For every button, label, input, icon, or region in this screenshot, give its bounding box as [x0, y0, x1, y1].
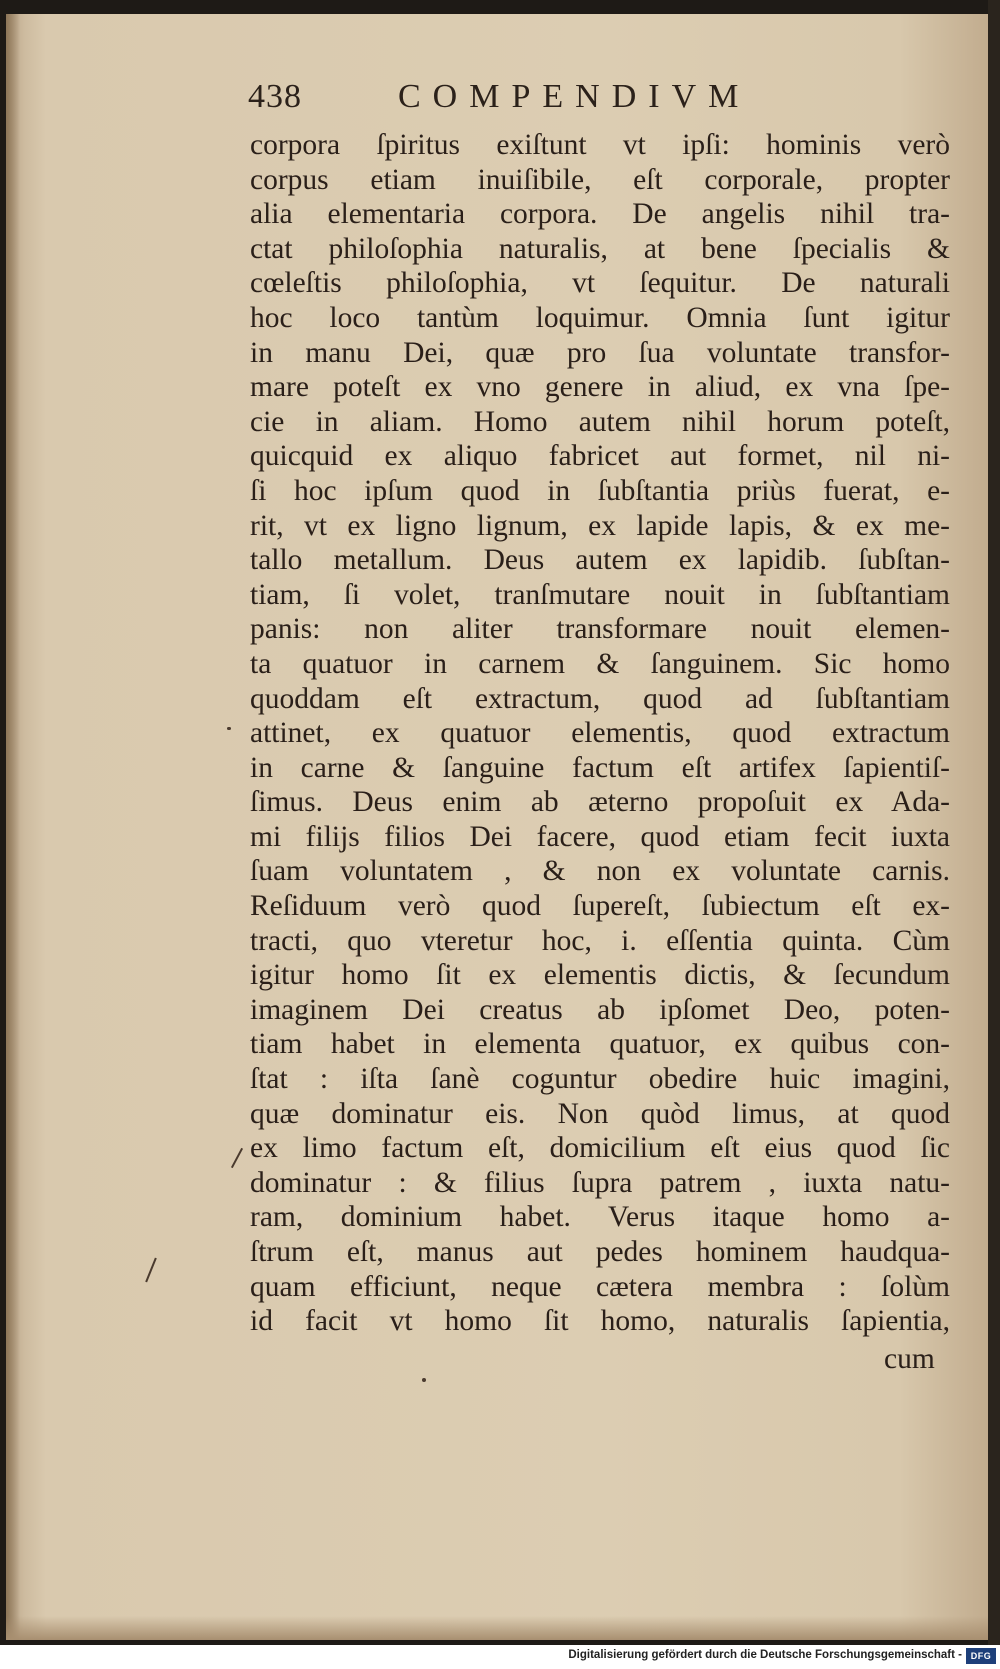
text-line: ta quatuor in carnem & ſanguinem. Sic homo [250, 647, 950, 680]
text-line: ſtat : iſta ſanè coguntur obedire huic imagini, [250, 1063, 950, 1096]
text-line: rit, vt ex ligno lignum, ex lapide lapis, & ex me- [250, 509, 950, 542]
text-line: attinet, ex quatuor elementis, quod extractum [250, 717, 950, 750]
text-line: tiam habet in elementa quatuor, ex quibus con- [250, 1028, 950, 1061]
running-title: COMPENDIVM [398, 78, 751, 115]
text-line: cœleſtis philoſophia, vt ſequitur. De naturali [250, 267, 950, 300]
text-line: hoc loco tantùm loquimur. Omnia ſunt igitur [250, 301, 950, 334]
text-line: dominatur : & filius ſupra patrem , iuxta natu- [250, 1166, 950, 1199]
text-line: ex limo factum eſt, domicilium eſt eius quod ſic [250, 1132, 950, 1165]
footer-bar [0, 1645, 1000, 1669]
text-line: corpora ſpiritus exiſtunt vt ipſi: hominis verò [250, 129, 950, 161]
page-number: 438 [248, 78, 302, 115]
text-line: corpus etiam inuiſibile, eſt corporale, propter [250, 163, 950, 196]
text-line: ſuam voluntatem , & non ex voluntate carnis. [250, 855, 950, 888]
dfg-logo: DFG [966, 1648, 996, 1664]
text-line: mare poteſt ex vno genere in aliud, ex vna ſpe- [250, 371, 950, 404]
text-line: cie in aliam. Homo autem nihil horum poteſt, [250, 405, 950, 438]
text-line: quæ dominatur eis. Non quòd limus, at quod [250, 1097, 950, 1130]
text-line: alia elementaria corpora. De angelis nihil tra- [250, 198, 950, 231]
text-line: tracti, quo vteretur hoc, i. eſſentia quinta. Cùm [250, 924, 950, 957]
text-line: ctat philoſophia naturalis, at bene ſpecialis & [250, 232, 950, 265]
text-line: ram, dominium habet. Verus itaque homo a- [250, 1201, 950, 1234]
binding-strip [988, 0, 1000, 1645]
page-shadow-bottom [6, 1616, 998, 1640]
text-line: imaginem Dei creatus ab ipſomet Deo, poten- [250, 993, 950, 1026]
page-shadow-left [6, 14, 20, 1640]
text-line: quam efficiunt, neque cætera membra : ſolùm [250, 1270, 950, 1303]
text-line: quicquid ex aliquo fabricet aut formet, nil ni- [250, 440, 950, 473]
catchword: cum [884, 1343, 935, 1375]
text-line: Reſiduum verò quod ſupereſt, ſubiectum eſt ex- [250, 890, 950, 923]
text-line: ſi hoc ipſum quod in ſubſtantia priùs fuerat, e- [250, 474, 950, 507]
margin-mark [227, 727, 231, 730]
text-line: ſtrum eſt, manus aut pedes hominem haudqua- [250, 1236, 950, 1268]
body-text [250, 128, 950, 1339]
text-line: tiam, ſi volet, tranſmutare nouit in ſubſtantiam [250, 578, 950, 611]
running-head [248, 78, 828, 128]
text-line: ſimus. Deus enim ab æterno propoſuit ex Ada- [250, 786, 950, 819]
text-line: in manu Dei, quæ pro ſua voluntate transfor- [250, 336, 950, 369]
digitization-credit: Digitalisierung gefördert durch die Deutsche Forschungsgemeinschaft - [568, 1649, 962, 1661]
text-line: mi filijs filios Dei facere, quod etiam fecit iuxta [250, 820, 950, 853]
margin-mark [422, 1378, 426, 1382]
text-line: quoddam eſt extractum, quod ad ſubſtantiam [250, 682, 950, 715]
text-line: panis: non aliter transformare nouit elemen- [250, 613, 950, 646]
text-line: igitur homo ſit ex elementis dictis, & ſecundum [250, 959, 950, 992]
text-line: id facit vt homo ſit homo, naturalis ſapientia, [250, 1305, 950, 1338]
text-line: tallo metallum. Deus autem ex lapidib. ſubſtan- [250, 544, 950, 577]
text-line: in carne & ſanguine factum eſt artifex ſapientiſ- [250, 751, 950, 784]
